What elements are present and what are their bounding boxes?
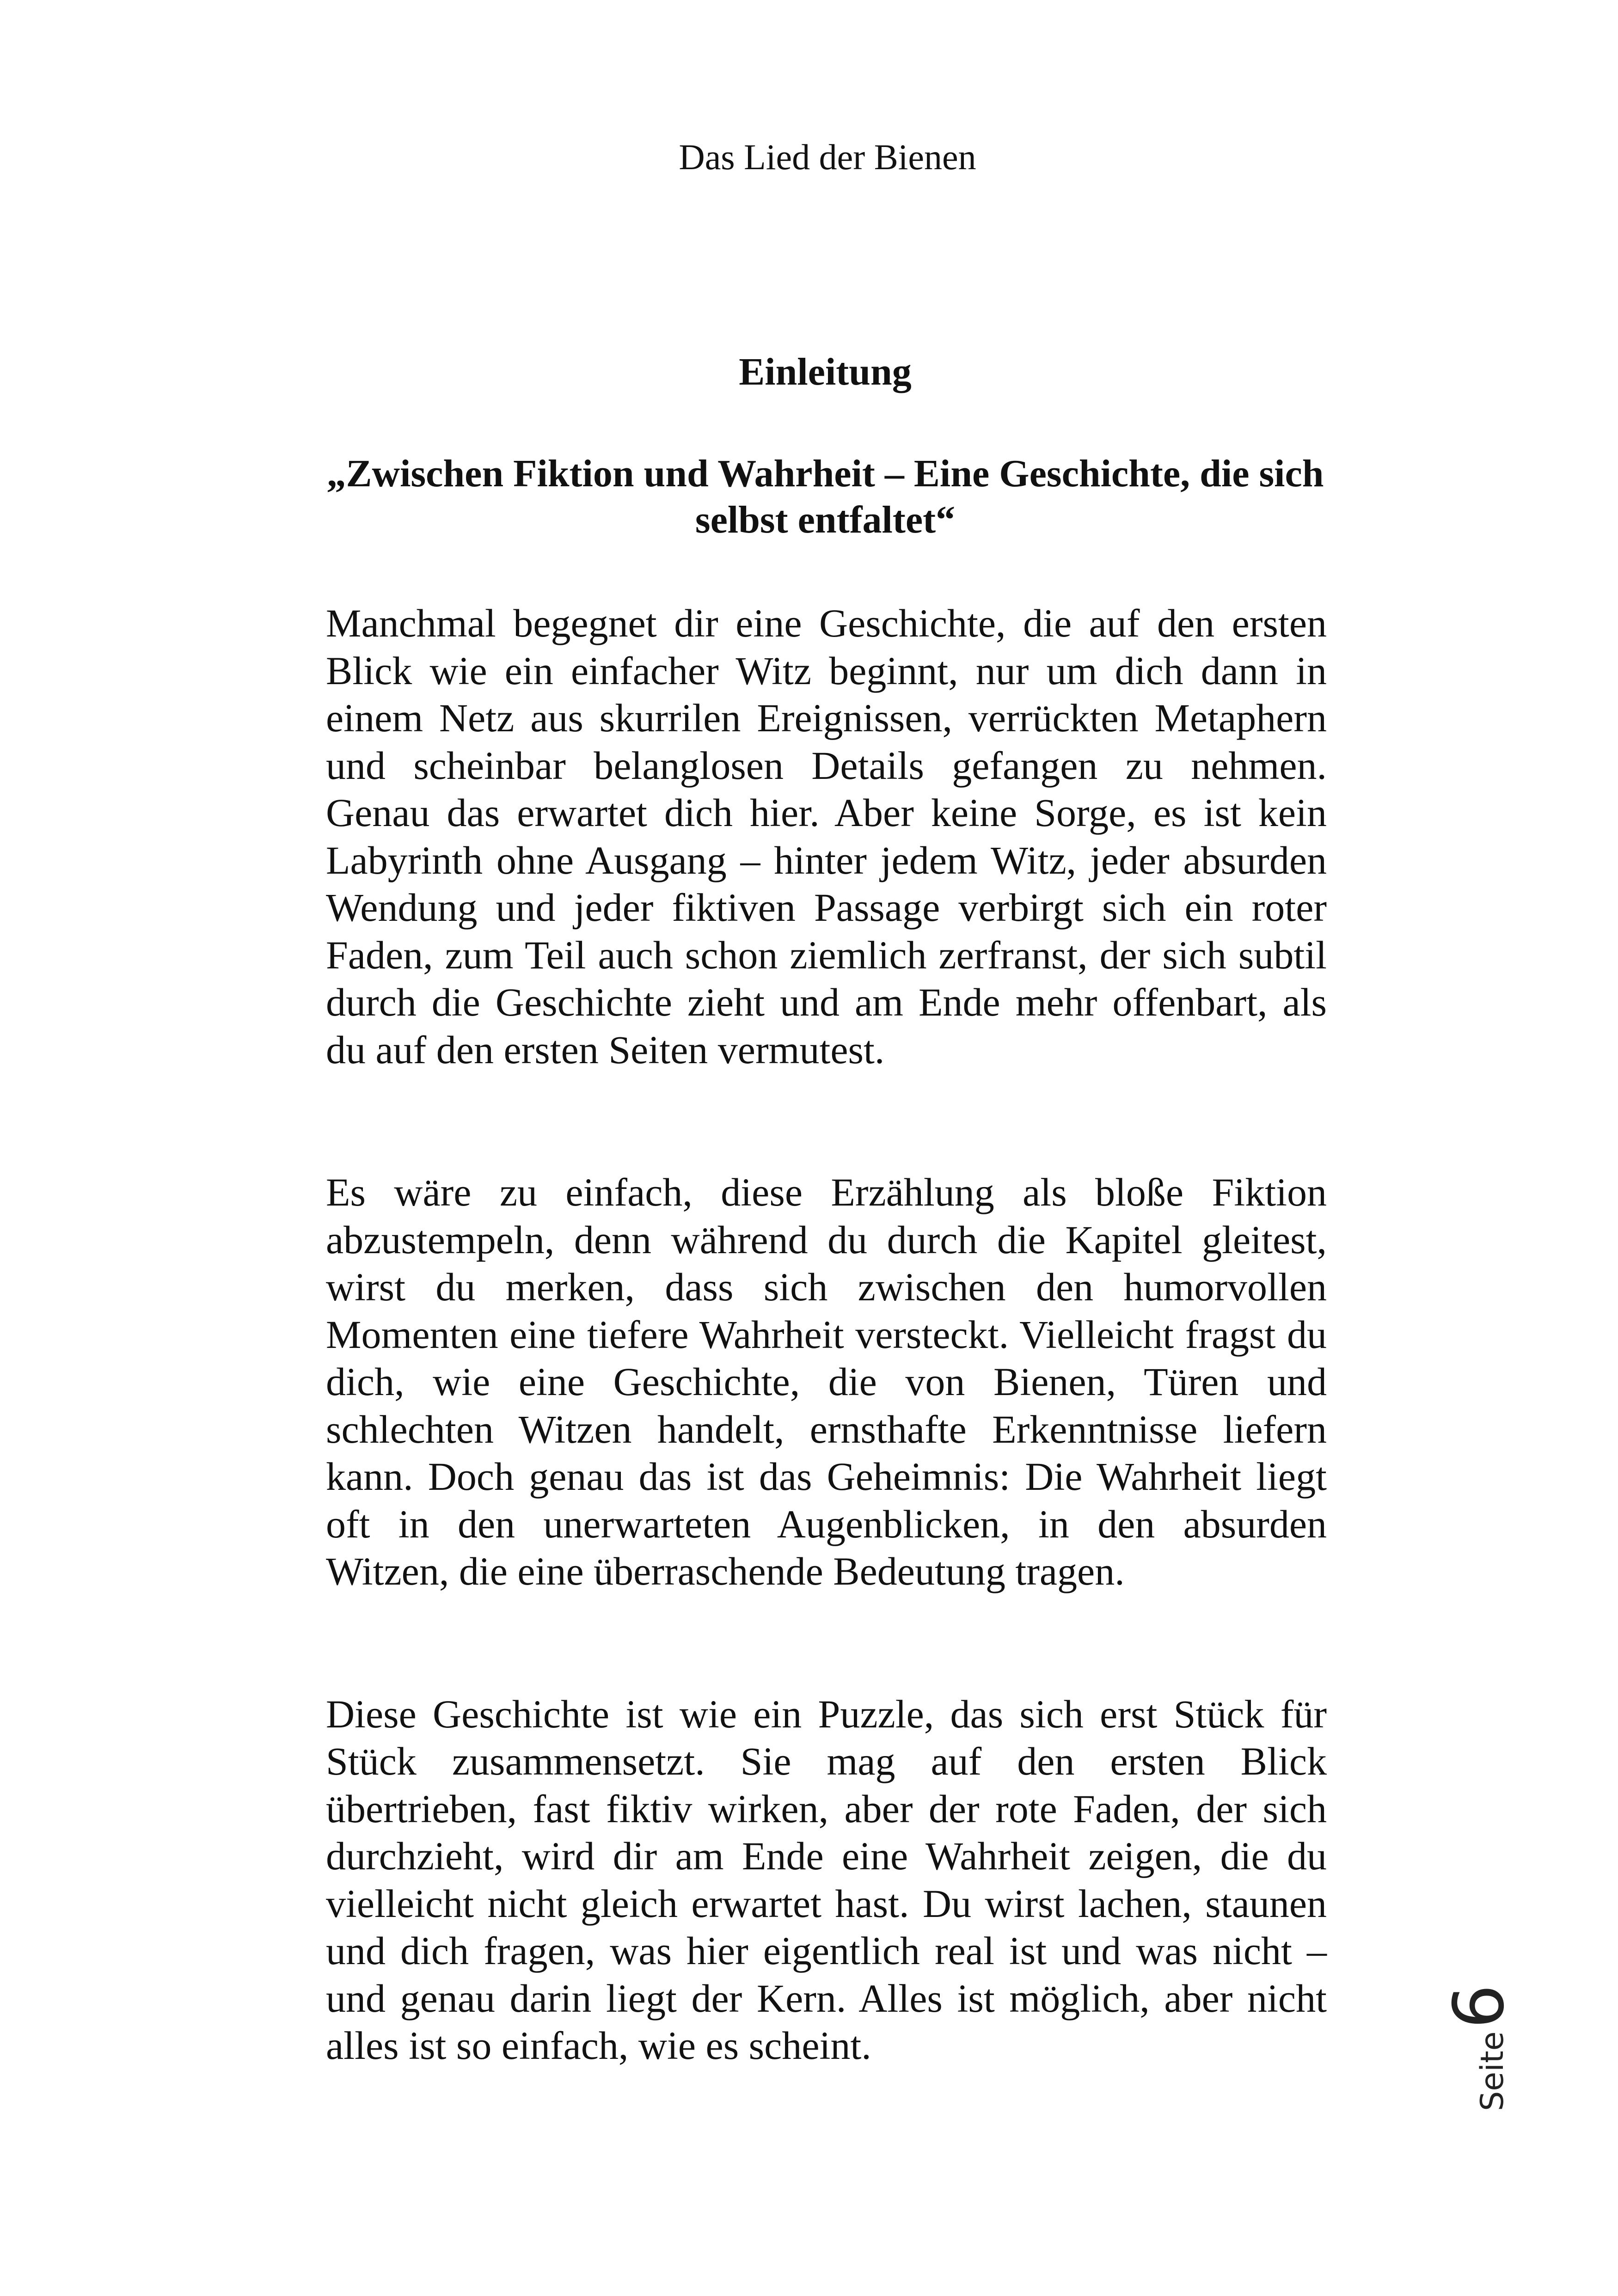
- running-header: Das Lied der Bienen: [679, 137, 976, 177]
- page-label: Seite: [1474, 2031, 1511, 2111]
- chapter-title: Einleitung: [739, 350, 912, 393]
- body-text: [326, 600, 1327, 2165]
- paragraph-1: Manchmal begegnet dir eine Geschichte, die auf den ersten Blick wie ein einfacher Witz beginnt, nur um dich dann in einem Netz aus skurrilen Ereignissen, verrückten Metaphern und scheinbar belanglosen Details gefangen zu nehmen. Genau das erwartet dich hier. Aber keine Sorge, es ist kein Labyrinth ohne Ausgang – hinter jedem Witz, jeder absurden Wendung und jeder fiktiven Passage verbirgt sich ein roter Faden, zum Teil auch schon ziemlich zerfranst, der sich subtil durch die Geschichte zieht und am Ende mehr offenbart, als du auf den ersten Seiten vermutest.: [326, 601, 1327, 1072]
- paragraph-3: Diese Geschichte ist wie ein Puzzle, das sich erst Stück für Stück zusammensetzt. Sie mag auf den ersten Blick übertrieben, fast fiktiv wirken, aber der rote Faden, der sich durchzieht, wird dir am Ende eine Wahrheit zeigen, die du vielleicht nicht gleich erwartet hast. Du wirst lachen, staunen und dich fragen, was hier eigentlich real ist und was nicht – und genau darin liegt der Kern. Alles ist möglich, aber nicht alles ist so einfach, wie es scheint.: [326, 1691, 1327, 2068]
- page-number-value: 6: [1439, 1984, 1520, 2029]
- chapter-subtitle: „Zwischen Fiktion und Wahrheit – Eine Geschichte, die sich selbst entfaltet“: [326, 452, 1324, 541]
- paragraph-2: Es wäre zu einfach, diese Erzählung als bloße Fiktion abzustempeln, denn während du durch die Kapitel gleitest, wirst du merken, dass sich zwischen den humorvollen Momenten eine tiefere Wahrheit versteckt. Vielleicht fragst du dich, wie eine Geschichte, die von Bienen, Türen und schlechten Witzen handelt, ernsthafte Erkenntnisse liefern kann. Doch genau das ist das Geheimnis: Die Wahrheit liegt oft in den unerwarteten Augenblicken, in den absurden Witzen, die eine überraschende Bedeutung tragen.: [326, 1170, 1327, 1593]
